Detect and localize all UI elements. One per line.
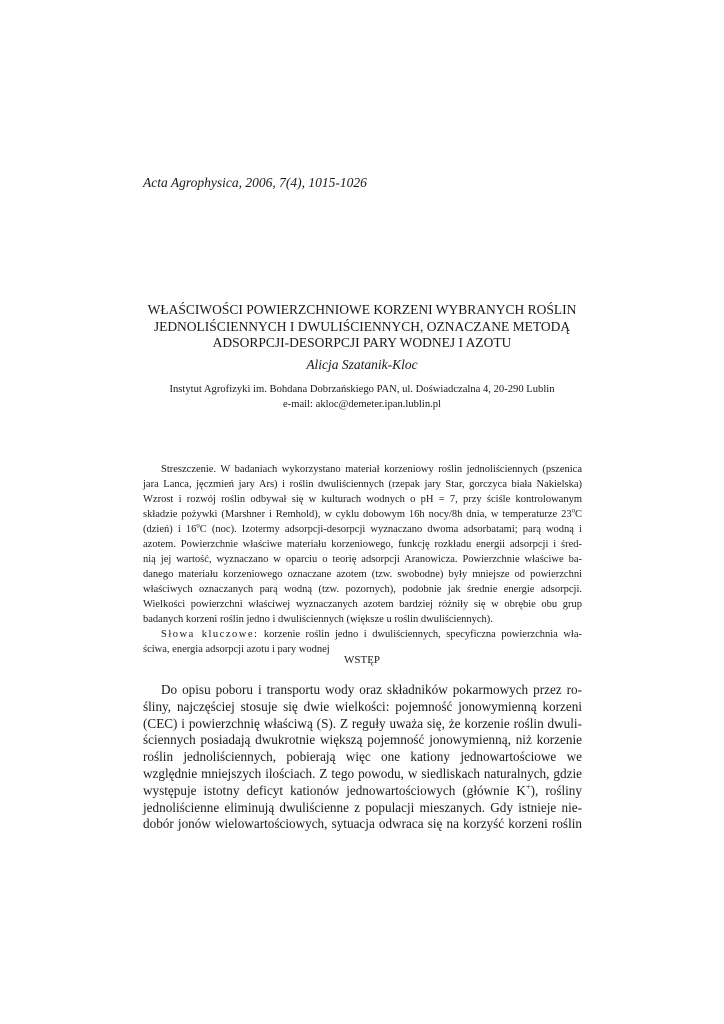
affiliation-institute: Instytut Agrofizyki im. Bohdana Dobrzańskiego PAN, ul. Doświadczalna 4, 20-290 Lublin: [169, 384, 555, 395]
body-line: ściennych posiadają dwukrotnie większą pojemność jonowymienną, niż korzenie: [143, 732, 582, 748]
keywords-line: ściwa, energia adsorpcji azotu i pary wodnej: [143, 644, 330, 655]
body-line: dobór jonów wielowartościowych, sytuacja odwraca się na korzyść korzeni roślin: [143, 816, 582, 832]
title-line: ADSORPCJI-DESORPCJI PARY WODNEJ I AZOTU: [212, 335, 512, 350]
body-line: [143, 783, 582, 800]
title-line: WŁAŚCIWOŚCI POWIERZCHNIOWE KORZENI WYBRANYCH ROŚLIN: [147, 302, 577, 317]
title-line: JEDNOLIŚCIENNYCH I DWULIŚCIENNYCH, OZNACZANE METODĄ: [153, 318, 571, 334]
body-line: Do opisu poboru i transportu wody oraz składników pokarmowych przez ro-: [161, 682, 582, 697]
abstract-line: azotem. Powierzchnie właściwe materiału korzeniowego, funkcję rozkładu energii adsorpcji i śred-: [143, 539, 582, 550]
body-line: (CEC) i powierzchnię właściwą (S). Z reguły uważa się, że korzenie roślin dwuli-: [143, 715, 582, 731]
author-name: Alicja Szatanik-Kloc: [306, 357, 418, 372]
abstract-line: właściwych oznaczanych parą wodną (tzw. pozornych), podobnie jak średnie energie adsorpcji.: [143, 584, 582, 595]
abstract-line: Streszczenie. W badaniach wykorzystano materiał korzeniowy roślin jednoliściennych (pszenica: [161, 464, 582, 475]
body-text-segment: występuje istotny deficyt kationów jednowartościowych (głównie K: [143, 782, 526, 798]
body-line: śliny, najczęściej stosuje się dwie wielkości: pojemność jonowymienną korzeni: [143, 698, 582, 714]
abstract-line: [143, 507, 582, 522]
abstract-text: C: [574, 509, 582, 520]
abstract-text: C (noc). Izotermy adsorpcji-desorpcji wyznaczano dwoma adsorbatami; parą wodną i: [199, 524, 582, 535]
abstract-text: składzie pożywki (Marshner i Remhold), w cyklu dobowym 16h nocy/8h dnia, w temperaturze 23: [143, 509, 572, 520]
keywords-label: Słowa kluczowe:: [161, 629, 259, 640]
abstract-line: nią jej wartość, wyznaczano w oparciu o teorię adsorpcji Aranowicza. Powierzchnie właściwe ba-: [143, 554, 582, 565]
affiliation-email: e-mail: akloc@demeter.ipan.lublin.pl: [282, 399, 442, 410]
body-line: roślin jednoliściennych, pobierają więc one kationy jednowartościowe we: [143, 749, 582, 765]
body-text-segment: ), rośliny: [530, 782, 582, 798]
body-text: [143, 682, 582, 833]
ion-superscript: +: [525, 781, 531, 792]
abstract-line: Wielkości powierzchni właściwej wyznaczanych azotem bardziej różniły się w obrębie obu grup: [143, 599, 582, 610]
abstract-line: danego materiału korzeniowego oznaczane azotem (tzw. swobodne) były mniejsze od powierzchni: [143, 569, 582, 580]
abstract: [143, 462, 582, 657]
keywords-line: [143, 627, 582, 642]
affiliation: [100, 382, 624, 412]
abstract-line: badanych korzeni roślin jedno i dwuliściennych (większe u roślin dwuliściennych).: [143, 614, 493, 625]
abstract-line: jara Lanca, jęczmień jary Ars) i roślin dwuliściennych (rzepak jary Star, gorczyca biała Nakielska): [143, 479, 582, 490]
abstract-line: Wzrost i rozwój roślin odbywał się w kulturach wodnych o pH = 7, przy ściśle kontrolowanym: [143, 494, 582, 505]
body-line: względnie mniejszych ilościach. Z tego powodu, w siedliskach naturalnych, gdzie: [143, 765, 582, 781]
section-heading: WSTĘP: [343, 654, 381, 666]
abstract-text: (dzień) i 16: [143, 524, 197, 535]
journal-citation: Acta Agrophysica, 2006, 7(4), 1015-1026: [143, 175, 367, 190]
article-title: [100, 302, 624, 352]
keywords-text: korzenie roślin jedno i dwuliściennych, specyficzna powierzchnia wła-: [258, 629, 582, 640]
degree-superscript: o: [571, 507, 575, 515]
body-line: jednoliścienne eliminują dwuliścienne z populacji mieszanych. Gdy istnieje nie-: [143, 799, 582, 815]
degree-superscript: o: [196, 522, 200, 530]
abstract-line: [143, 522, 582, 537]
